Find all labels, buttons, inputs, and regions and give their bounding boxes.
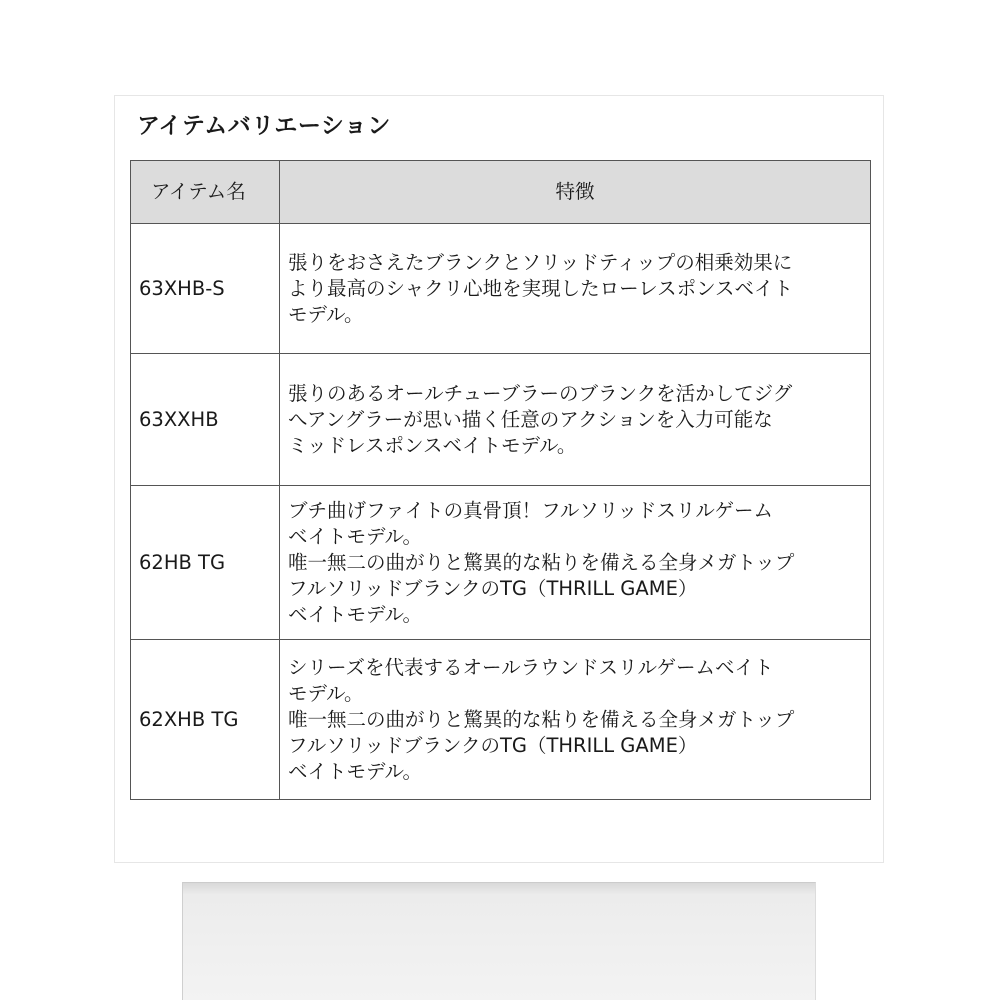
feature-line: シリーズを代表するオールラウンドスリルゲームベイト — [288, 655, 774, 679]
item-feature-cell — [280, 640, 871, 800]
header-item-name: アイテム名 — [131, 161, 280, 224]
item-feature-cell — [280, 486, 871, 640]
feature-line: 唯一無二の曲がりと驚異的な粘りを備える全身メガトップ — [288, 707, 795, 731]
table-body — [131, 224, 871, 800]
feature-line: 張りをおさえたブランクとソリッドティップの相乗効果に — [288, 250, 793, 274]
feature-line: フルソリッドブランクのTG（THRILL GAME） — [288, 733, 698, 757]
item-feature-cell — [280, 354, 871, 486]
feature-line: へアングラーが思い描く任意のアクションを入力可能な — [288, 407, 773, 431]
item-name-cell: 63XHB-S — [131, 224, 280, 354]
feature-line: フルソリッドブランクのTG（THRILL GAME） — [288, 576, 698, 600]
table-header — [131, 161, 871, 224]
item-name-cell: 63XXHB — [131, 354, 280, 486]
item-name-cell: 62HB TG — [131, 486, 280, 640]
feature-line: より最高のシャクリ心地を実現したローレスポンスベイト — [288, 276, 794, 300]
item-name-cell: 62XHB TG — [131, 640, 280, 800]
feature-line: モデル。 — [288, 302, 364, 326]
table-row — [131, 354, 871, 486]
feature-line: 張りのあるオールチューブラーのブランクを活かしてジグ — [288, 381, 793, 405]
feature-line: モデル。 — [288, 681, 364, 705]
feature-line: ベイトモデル。 — [288, 602, 422, 626]
header-feature: 特徴 — [280, 161, 871, 224]
table-row — [131, 224, 871, 354]
table-row — [131, 486, 871, 640]
feature-line: 唯一無二の曲がりと驚異的な粘りを備える全身メガトップ — [288, 550, 795, 574]
item-variation-table — [130, 160, 871, 800]
feature-line: ベイトモデル。 — [288, 759, 422, 783]
table-header-row — [131, 161, 871, 224]
table-row — [131, 640, 871, 800]
item-feature-cell — [280, 224, 871, 354]
feature-line: ベイトモデル。 — [288, 524, 422, 548]
section-title: アイテムバリエーション — [137, 113, 391, 139]
product-image-panel — [182, 882, 816, 1000]
feature-line: ブチ曲げファイトの真骨頂！フルソリッドスリルゲーム — [288, 498, 773, 522]
feature-line: ミッドレスポンスベイトモデル。 — [288, 433, 577, 457]
